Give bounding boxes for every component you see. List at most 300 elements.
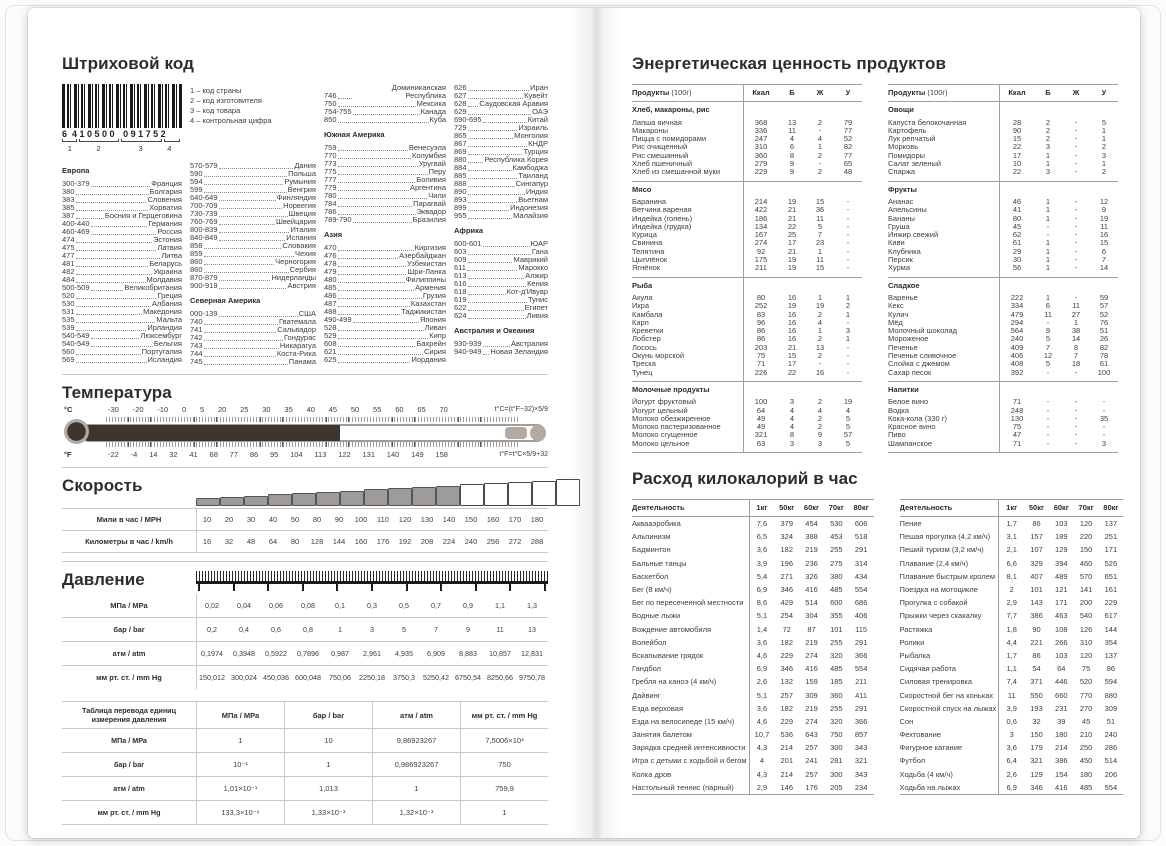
value-cell: - xyxy=(818,159,822,169)
food-name: Капуста белокочанная xyxy=(888,118,967,127)
value-cell: 3 xyxy=(789,397,795,407)
country-name: Австралия xyxy=(510,339,548,348)
pressure-unit-row xyxy=(62,617,548,641)
dotted-leader xyxy=(338,362,411,363)
country-code-row xyxy=(190,358,316,366)
country-code-row xyxy=(454,348,548,356)
kmh-row-label: Километры в час / km/h xyxy=(85,537,173,546)
activity-row xyxy=(900,596,1124,609)
value-cell: 0,3 xyxy=(367,601,377,610)
dotted-leader xyxy=(338,174,428,175)
food-row xyxy=(632,223,862,231)
food-values xyxy=(1000,264,1118,272)
country-name: Черногория xyxy=(275,257,316,266)
value-cell: 4 xyxy=(789,422,795,432)
barcode-bars-icon xyxy=(62,84,182,128)
activity-tables xyxy=(632,499,1118,795)
page-gutter-shadow xyxy=(568,8,624,838)
value-cell: 406 xyxy=(1010,351,1024,361)
food-name: Морковь xyxy=(888,143,919,152)
activity-name: Занятия балетом xyxy=(632,730,692,740)
value-cell: 196 xyxy=(780,558,793,568)
value-cell: 2 xyxy=(96,144,101,153)
food-row xyxy=(888,440,1118,448)
activity-values xyxy=(750,783,874,792)
food-row xyxy=(888,264,1118,272)
value-cell: 1 xyxy=(845,309,851,319)
activity-name: Скоростной бег на коньках xyxy=(899,690,994,700)
activity-name: Вождение автомобиля xyxy=(632,624,712,634)
food-section-title: Молочные продукты xyxy=(632,385,710,394)
value-cell: 214 xyxy=(1055,743,1068,753)
value-cell: 6,909 xyxy=(427,649,445,658)
value-cell: 0,1974 xyxy=(201,649,223,658)
value-cell: - xyxy=(1074,213,1078,223)
value-cell: 434 xyxy=(854,571,868,581)
food-row xyxy=(632,143,862,151)
column-header: Ж xyxy=(1072,88,1080,97)
value-cell: 0,8 xyxy=(303,625,313,634)
value-cell: 21 xyxy=(787,205,797,215)
dotted-leader xyxy=(76,298,157,299)
thermometer-tip xyxy=(530,425,546,441)
activity-name: Пешая прогулка (4,2 км/ч) xyxy=(899,532,991,542)
activity-values xyxy=(999,611,1123,620)
value-cell: 10 xyxy=(284,729,372,752)
food-name: Лосось xyxy=(632,343,657,352)
dotted-leader xyxy=(468,210,510,211)
value-cell: 185 xyxy=(830,677,843,687)
activity-row xyxy=(900,636,1124,649)
value-cell: - xyxy=(1046,221,1050,231)
dotted-leader xyxy=(468,170,512,171)
country-name: Бахрейн xyxy=(416,339,446,348)
dotted-leader xyxy=(204,176,288,177)
dotted-leader xyxy=(76,306,151,307)
value-cell: 240 xyxy=(1010,334,1024,344)
value-cell: 90 xyxy=(334,515,344,524)
value-cell: 271 xyxy=(780,571,793,581)
value-cell: 4 xyxy=(789,405,795,415)
dotted-leader xyxy=(76,362,147,363)
value-cell: - xyxy=(1074,117,1078,127)
value-cell: 77 xyxy=(843,150,853,160)
value-cell: 27 xyxy=(1071,309,1081,319)
value-cell: 366 xyxy=(854,716,868,726)
country-code: 860 xyxy=(190,265,203,274)
value-cell: 154 xyxy=(1055,769,1068,779)
dotted-leader xyxy=(353,114,420,115)
value-cell: 360 xyxy=(830,690,843,700)
dotted-leader xyxy=(468,138,514,139)
country-name: Грузия xyxy=(422,291,446,300)
food-header-columns xyxy=(744,89,862,97)
value-cell: 56 xyxy=(1012,263,1022,273)
value-cell: 110 xyxy=(377,515,389,524)
country-code: 850 xyxy=(324,115,337,124)
food-table-right xyxy=(888,84,1118,453)
country-code: 858 xyxy=(190,241,203,250)
food-name: Киви xyxy=(888,239,905,248)
country-name: Тунис xyxy=(528,295,548,304)
country-name: Франция xyxy=(151,179,182,188)
country-code: 627 xyxy=(454,91,467,100)
dotted-leader xyxy=(467,270,517,271)
value-cell: 1 xyxy=(1073,317,1079,327)
value-cell: 3 xyxy=(1101,150,1107,160)
value-cell: 453 xyxy=(830,532,843,542)
country-name: КНДР xyxy=(528,139,548,148)
country-name: Норвегия xyxy=(283,201,316,210)
food-name: Курица xyxy=(632,231,657,240)
value-cell: 366 xyxy=(854,650,868,660)
value-cell: - xyxy=(1074,430,1078,440)
value-cell: 5,1 xyxy=(756,611,768,621)
value-cell: 182 xyxy=(780,703,793,713)
value-cell: 750,06 xyxy=(329,673,351,682)
activity-values xyxy=(750,743,874,752)
food-row xyxy=(632,423,862,431)
value-cell: 140 xyxy=(386,450,400,459)
value-cell: 1,4 xyxy=(756,624,768,634)
value-cell: 128 xyxy=(310,537,324,546)
food-name: Мороженое xyxy=(888,335,929,344)
activity-name: Рыбалка xyxy=(899,650,931,660)
value-cell: 92 xyxy=(756,246,766,256)
food-name: Треска xyxy=(632,360,656,369)
value-cell: 286 xyxy=(1104,743,1118,753)
value-cell: 9 xyxy=(789,167,795,177)
country-code: 529 xyxy=(324,331,337,340)
activity-row xyxy=(900,768,1124,781)
value-cell: 7 xyxy=(434,625,438,634)
value-cell: 35 xyxy=(284,405,293,414)
value-cell: 64 xyxy=(756,405,766,415)
country-code-row xyxy=(324,108,446,116)
food-name: Ветчина вареная xyxy=(632,206,692,215)
row-header: МПа / МРа xyxy=(111,736,147,745)
country-code: 487 xyxy=(324,299,337,308)
country-code: 860 xyxy=(190,257,203,266)
activity-row xyxy=(900,781,1124,794)
country-code: 500-509 xyxy=(62,283,90,292)
value-cell: 231 xyxy=(1055,703,1068,713)
ruler-tick xyxy=(544,584,546,591)
food-name: Пиво xyxy=(888,431,906,440)
value-cell: 450 xyxy=(1079,756,1093,766)
kmh-values xyxy=(196,537,548,546)
activity-values xyxy=(750,519,874,528)
country-code: 486 xyxy=(324,291,337,300)
thermometer-icon xyxy=(64,416,546,448)
thermometer-track xyxy=(80,424,546,442)
country-name: Бразилия xyxy=(412,215,446,224)
column-header: 1кг xyxy=(756,503,768,513)
country-name: Сербия xyxy=(289,265,316,274)
barcode-group-brackets xyxy=(62,139,182,142)
activity-values xyxy=(750,664,874,673)
value-cell: 1 xyxy=(1045,263,1051,273)
country-code: 535 xyxy=(62,315,75,324)
value-cell: 254 xyxy=(780,611,793,621)
value-cell: - xyxy=(1074,221,1078,231)
value-cell: 86 xyxy=(1106,664,1116,674)
activity-row xyxy=(900,530,1124,543)
activity-name: Силовая тренировка xyxy=(899,677,973,687)
value-cell: 274 xyxy=(805,650,818,660)
value-cell: 2 xyxy=(817,334,823,344)
dotted-leader xyxy=(338,306,410,307)
value-cell: 1 xyxy=(1101,159,1107,169)
country-name: Парагвай xyxy=(413,199,446,208)
value-cell: 334 xyxy=(1010,301,1024,311)
value-cell: 4 xyxy=(845,405,851,415)
region-header: Южная Америка xyxy=(324,130,385,139)
country-code: 629 xyxy=(454,107,467,116)
activity-name: Езда верховая xyxy=(632,703,684,713)
food-name: Телятина xyxy=(632,247,665,256)
value-cell: 70 xyxy=(439,405,448,414)
value-cell: 236 xyxy=(805,558,818,568)
value-cell: 72 xyxy=(782,624,791,634)
row-header: бар / bar xyxy=(113,760,144,769)
food-row xyxy=(632,168,862,176)
dotted-leader xyxy=(76,194,149,195)
activity-row xyxy=(632,781,874,794)
food-row xyxy=(888,223,1118,231)
food-name: Лапша яичная xyxy=(632,118,682,127)
country-name: Армения xyxy=(415,283,446,292)
country-code: 890 xyxy=(454,187,467,196)
food-name: Индейка (грудка) xyxy=(632,222,692,231)
pressure-unit-label: МПа / МРа xyxy=(110,601,148,610)
country-code: 611 xyxy=(454,263,466,272)
country-code: 599 xyxy=(190,185,203,194)
value-cell: - xyxy=(818,359,822,369)
country-code: 700-709 xyxy=(190,201,218,210)
value-cell: 19 xyxy=(815,301,825,311)
value-cell: 0,04 xyxy=(237,601,251,610)
country-name: Канада xyxy=(420,107,446,116)
food-name: Инжир свежий xyxy=(888,231,939,240)
country-code: 800-839 xyxy=(190,225,218,234)
value-cell: 281 xyxy=(830,756,843,766)
value-cell: 214 xyxy=(780,743,793,753)
value-cell: 6,6 xyxy=(1006,558,1017,568)
value-cell: 107 xyxy=(1030,545,1043,555)
value-cell: 2 xyxy=(817,351,823,361)
dotted-leader xyxy=(338,166,418,167)
value-cell: 150 xyxy=(1079,545,1093,555)
activity-name: Ходьба (4 км/ч) xyxy=(899,769,953,779)
value-cell: - xyxy=(846,263,850,273)
value-cell: 252 xyxy=(754,301,768,311)
region-header: Северная Америка xyxy=(190,296,261,305)
value-cell: - xyxy=(1074,125,1078,135)
value-cell: 45 xyxy=(1081,716,1091,726)
activity-row xyxy=(900,517,1124,530)
value-cell: 386 xyxy=(1055,756,1068,766)
country-name: Эквадор xyxy=(416,207,446,216)
value-cell: 95 xyxy=(269,450,279,459)
value-cell: - xyxy=(846,246,850,256)
dotted-leader xyxy=(468,262,513,263)
value-cell: 40 xyxy=(306,405,315,414)
country-codes-column xyxy=(62,167,182,364)
country-name: Австрия xyxy=(287,281,316,290)
country-codes-column xyxy=(454,84,548,356)
value-cell: 137 xyxy=(1104,650,1118,660)
column-header: 60кг xyxy=(1053,503,1069,513)
value-cell: 489 xyxy=(1055,571,1068,581)
value-cell: 52 xyxy=(1099,309,1109,319)
country-name: Колумбия xyxy=(411,151,446,160)
activity-row xyxy=(900,754,1124,767)
country-code: 619 xyxy=(454,295,467,304)
food-values xyxy=(1000,369,1118,377)
value-cell: 22 xyxy=(787,221,797,231)
food-row xyxy=(632,264,862,272)
value-cell: - xyxy=(1074,438,1078,448)
country-code: 770 xyxy=(324,151,337,160)
thermometer-mercury xyxy=(81,425,340,441)
activity-values xyxy=(750,717,874,726)
value-cell: 2 xyxy=(1045,125,1051,135)
speed-box xyxy=(460,484,484,506)
value-cell: - xyxy=(1046,397,1050,407)
value-cell: 11 xyxy=(496,625,504,634)
food-row xyxy=(888,248,1118,256)
section-divider xyxy=(62,561,548,562)
food-name: Баранина xyxy=(632,197,667,206)
value-cell: 47 xyxy=(1012,430,1022,440)
food-section xyxy=(632,277,862,381)
value-cell: 343 xyxy=(854,769,868,779)
value-cell: 2 xyxy=(1101,167,1107,177)
value-cell: 19 xyxy=(787,255,797,265)
value-cell: 0,9 xyxy=(463,601,473,610)
value-cell: 130 xyxy=(1010,413,1024,423)
activity-header-columns xyxy=(750,503,874,512)
value-cell: - xyxy=(1074,397,1078,407)
food-row xyxy=(888,369,1118,377)
country-name: Маврикий xyxy=(513,255,548,264)
country-name: Польша xyxy=(288,169,316,178)
activity-name: Пеший туризм (3,2 км/ч) xyxy=(899,545,984,555)
activity-name: Сон xyxy=(899,716,914,726)
dotted-leader xyxy=(204,340,283,341)
food-name: Рис очищенный xyxy=(632,143,688,152)
value-cell: 176 xyxy=(805,782,818,792)
value-cell: 0,7 xyxy=(431,601,441,610)
food-section-title: Овощи xyxy=(888,106,914,115)
dotted-leader xyxy=(338,98,353,99)
value-cell: 554 xyxy=(1104,782,1118,792)
country-name: Куба xyxy=(429,115,446,124)
value-cell: 526 xyxy=(1104,558,1118,568)
food-row xyxy=(632,415,862,423)
value-cell: 1,1 xyxy=(495,601,505,610)
country-code-row xyxy=(324,160,446,168)
value-cell: 291 xyxy=(854,545,868,555)
value-cell: 1 xyxy=(1045,205,1051,215)
dotted-leader xyxy=(468,218,513,219)
country-code: 481 xyxy=(62,259,75,268)
value-cell: 1,01×10⁻¹ xyxy=(196,777,284,800)
value-cell: 0,06 xyxy=(269,601,283,610)
country-code: 478 xyxy=(324,259,337,268)
value-cell: 229 xyxy=(780,650,793,660)
value-cell: - xyxy=(1074,167,1078,177)
value-cell: 346 xyxy=(780,585,793,595)
pressure-unit-row xyxy=(62,641,548,665)
value-cell: 1 xyxy=(460,801,548,824)
speed-table xyxy=(62,508,548,553)
value-cell: 129 xyxy=(1055,545,1068,555)
value-cell: 20 xyxy=(224,515,234,524)
speed-box xyxy=(484,483,508,506)
food-name: Варенье xyxy=(888,293,918,302)
food-values xyxy=(744,369,862,377)
value-cell: 514 xyxy=(1104,756,1118,766)
value-cell: 3 xyxy=(1009,730,1014,740)
dotted-leader xyxy=(204,348,279,349)
value-cell: 2250,18 xyxy=(359,673,385,682)
dotted-leader xyxy=(338,158,411,159)
value-cell: 291 xyxy=(854,703,868,713)
value-cell: 8 xyxy=(1073,342,1079,352)
activity-values xyxy=(750,638,874,647)
value-cell: 77 xyxy=(229,450,239,459)
activity-name: Бег по пересеченной местности xyxy=(632,598,744,608)
speed-box xyxy=(532,481,556,507)
value-cell: 0,6 xyxy=(1006,716,1017,726)
value-cell: 6,9 xyxy=(756,664,768,674)
activity-values xyxy=(999,545,1123,554)
country-code: 560 xyxy=(62,347,75,356)
dotted-leader xyxy=(219,288,287,289)
dotted-leader xyxy=(204,364,288,365)
activity-row xyxy=(900,675,1124,688)
value-cell: 386 xyxy=(1030,611,1043,621)
value-cell: 275 xyxy=(830,558,843,568)
food-row xyxy=(632,319,862,327)
value-cell: 21 xyxy=(787,342,797,352)
value-cell: 8,1 xyxy=(1006,571,1017,581)
activity-row xyxy=(900,702,1124,715)
food-tables xyxy=(632,84,1118,453)
value-cell: 4 xyxy=(789,134,795,144)
celsius-unit-label: °C xyxy=(64,405,73,414)
value-cell: - xyxy=(1046,230,1050,240)
thermometer-cap xyxy=(505,427,527,439)
value-cell: 1,3 xyxy=(527,601,537,610)
value-cell: 4,6 xyxy=(756,650,768,660)
value-cell: 1 xyxy=(284,753,372,776)
activity-values xyxy=(750,598,874,607)
value-cell: 536 xyxy=(780,730,793,740)
value-cell: 16 xyxy=(815,367,825,377)
value-cell: 214 xyxy=(754,196,768,206)
dotted-leader xyxy=(338,274,407,275)
value-cell: 54 xyxy=(1032,664,1041,674)
value-cell: 120 xyxy=(1079,519,1093,529)
food-section-title: Рыба xyxy=(632,281,653,290)
activity-values xyxy=(999,691,1123,700)
food-row xyxy=(632,160,862,168)
value-cell: 336 xyxy=(754,125,768,135)
activity-name: Фехтование xyxy=(899,730,942,740)
